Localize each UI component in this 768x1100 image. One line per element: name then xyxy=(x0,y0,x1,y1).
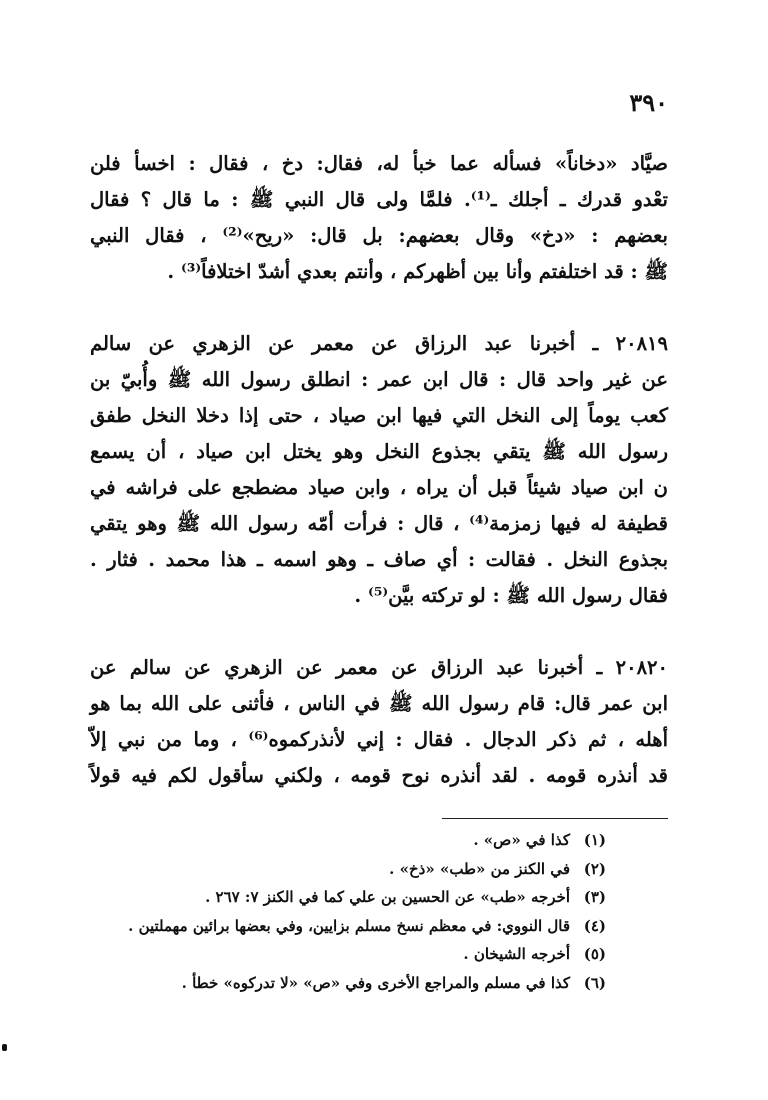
text-line: فقال رسول الله ﷺ : لو تركته بيَّن⁽⁵⁾ . xyxy=(354,584,668,607)
text-line: قطيفة له فيها زمزمة⁽⁴⁾ ، قال : فرأت أمّه رسول الله ﷺ وهو يتقي xyxy=(90,512,668,535)
text-line: ٢٠٨٢٠ ـ أخبرنا عبد الرزاق عن معمر عن الزهري عن سالم عن xyxy=(90,656,668,679)
footnote-text: في الكنز من «طب» «ذخ» . xyxy=(389,859,570,878)
footnote-number: (٢) xyxy=(583,859,606,878)
text-line: كعب يوماً إلى النخل التي فيها ابن صياد ، حتى إذا دخلا النخل طفق xyxy=(90,404,668,427)
footnote-text: كذا في «ص» . xyxy=(473,831,570,849)
text-line: ٢٠٨١٩ ـ أخبرنا عبد الرزاق عن معمر عن الزهري عن سالم xyxy=(90,332,668,355)
text-line: ابن عمر قال: قام رسول الله ﷺ في الناس ، فأثنى على الله بما هو xyxy=(90,692,668,715)
text-line: أهله ، ثم ذكر الدجال . فقال : إني لأنذركموه⁽⁶⁾ ، وما من نبي إلاّ xyxy=(90,728,668,751)
text-line: تعْدو قدرك ـ أجلك ـ⁽¹⁾. فلمَّا ولى قال النبي ﷺ : ما قال ؟ فقال xyxy=(90,188,668,211)
text-line: بجذوع النخل . فقالت : أي صاف ـ وهو اسمه ـ هذا محمد . فثار . xyxy=(90,548,668,571)
hadith-20819 xyxy=(90,326,668,614)
text-line: صيَّاد «دخاناً» فسأله عما خبأ له، فقال: دخ ، فقال : اخسأ فلن xyxy=(90,152,668,175)
footnote-text: أخرجه «طب» عن الحسين بن علي كما في الكنز ٧: ٢٦٧ . xyxy=(205,888,570,906)
text-line: ن ابن صياد شيئاً قبل أن يراه ، وابن صياد مضطجع على فراشه في xyxy=(90,476,668,499)
text-line: رسول الله ﷺ يتقي بجذوع النخل وهو يختل ابن صياد ، أن يسمع xyxy=(90,440,668,463)
margin-ink-mark xyxy=(2,1044,7,1051)
footnote-text: قال النووي: في معظم نسخ مسلم بزايين، وفي بعضها برائين مهملتين . xyxy=(128,916,570,935)
footnote xyxy=(86,855,606,884)
footnotes xyxy=(86,826,606,997)
footnote-text: أخرجه الشيخان . xyxy=(463,945,570,963)
footnote xyxy=(86,912,606,941)
paragraph-continuation xyxy=(90,146,668,290)
footnote xyxy=(86,940,606,969)
footnote xyxy=(86,969,606,998)
footnote xyxy=(86,826,606,855)
hadith-20820 xyxy=(90,650,668,794)
footnote-divider xyxy=(442,818,668,819)
footnote-number: (٥) xyxy=(583,945,606,963)
footnote xyxy=(86,883,606,912)
footnote-number: (٣) xyxy=(583,888,606,906)
text-line: قد أنذره قومه . لقد أنذره نوح قومه ، ولكني سأقول لكم فيه قولاً xyxy=(90,764,668,787)
footnote-number: (١) xyxy=(583,831,606,849)
text-line: عن غير واحد قال : قال ابن عمر : انطلق رسول الله ﷺ وأُبيّ بن xyxy=(90,368,668,391)
footnote-number: (٤) xyxy=(583,916,606,935)
text-line: بعضهم : «دخ» وقال بعضهم: بل قال: «ريح»⁽²⁾ ، فقال النبي xyxy=(90,224,668,247)
footnote-number: (٦) xyxy=(583,973,606,992)
text-line: ﷺ : قد اختلفتم وأنا بين أظهركم ، وأنتم بعدي أشدّ اختلافاً⁽³⁾ . xyxy=(167,260,668,283)
footnote-text: كذا في مسلم والمراجع الأخرى وفي «ص» «لا تدركوه» خطأ . xyxy=(181,973,570,992)
page-number: ٣٩٠ xyxy=(629,88,668,117)
